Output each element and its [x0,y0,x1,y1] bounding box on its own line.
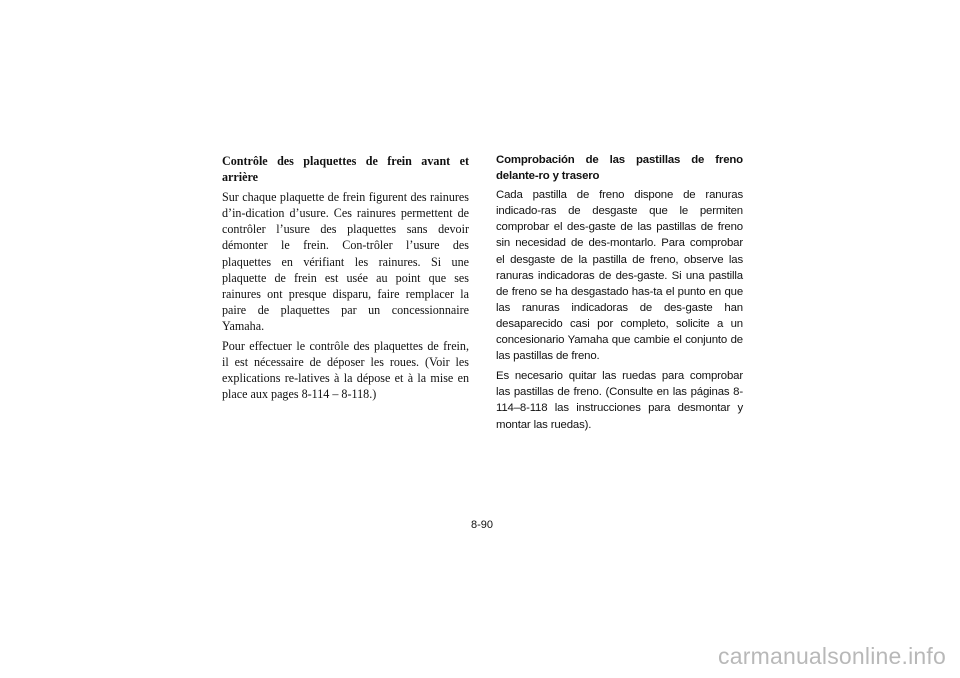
french-heading: Contrôle des plaquettes de frein avant et arrière [222,154,469,185]
spanish-column [496,153,743,437]
spanish-heading: Comprobación de las pastillas de freno delante-ro y trasero [496,154,743,183]
watermark: carmanualsonline.info [718,643,946,669]
spanish-paragraph-2: Es necesario quitar las ruedas para comprobar las pastillas de freno. (Consulte en las páginas 8-114–8-118 las instrucciones para desmontar y montar las ruedas). [496,370,743,431]
spanish-paragraph-1: Cada pastilla de freno dispone de ranuras indicado-ras de desgaste que le permiten comprobar el des-gaste de las pastillas de freno sin necesidad de des-montarlo. Para comprobar el desgaste de la pastilla de freno, observe las ranuras indicadoras de des-gaste. Si una pastilla de freno se ha desgastado has-ta el punto en que las ranuras indicadoras de des-gaste han desaparecido casi por completo, solicite a un concesionario Yamaha que cambie el conjunto de las pastillas de freno. [496,189,743,363]
page-number-text: 8-90 [470,519,494,531]
french-column [222,153,469,406]
page-number [0,519,960,531]
french-paragraph-1: Sur chaque plaquette de frein figurent des rainures d’in-dication d’usure. Ces rainures permettent de contrôler l’usure des plaquettes sans devoir démonter le frein. Con-trôler l’usure des plaquettes en vérifiant les rainures. Si une plaquette de frein est usée au point que ses rainures ont presque disparu, faire remplacer la paire de plaquettes par un concessionnaire Yamaha. [222,190,469,333]
french-paragraph-2: Pour effectuer le contrôle des plaquettes de frein, il est nécessaire de déposer les roues. (Voir les explications re-latives à la dépose et à la mise en place aux pages 8-114 – 8-118.) [222,339,469,402]
